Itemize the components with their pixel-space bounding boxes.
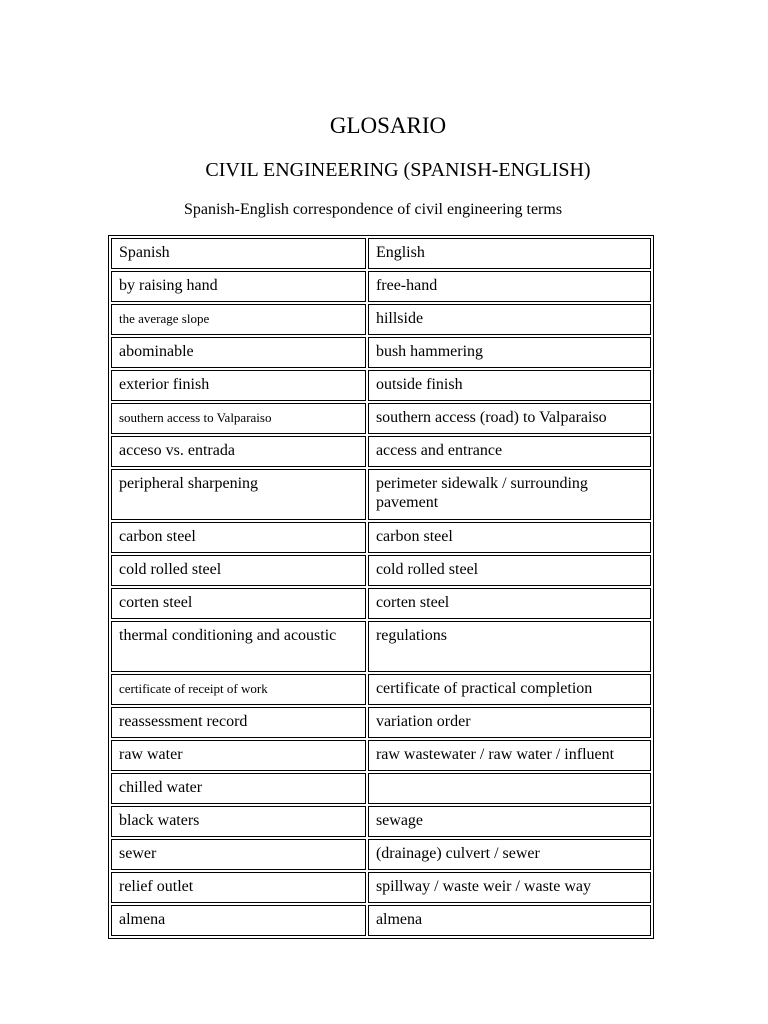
cell-english: raw wastewater / raw water / influent	[368, 740, 651, 771]
cell-spanish: acceso vs. entrada	[111, 436, 366, 467]
cell-english: almena	[368, 905, 651, 936]
cell-spanish: abominable	[111, 337, 366, 368]
cell-spanish: thermal conditioning and acoustic	[111, 621, 366, 672]
cell-spanish: exterior finish	[111, 370, 366, 401]
header-english: English	[368, 238, 651, 269]
header-spanish: Spanish	[111, 238, 366, 269]
cell-spanish: corten steel	[111, 588, 366, 619]
cell-english: spillway / waste weir / waste way	[368, 872, 651, 903]
table-row	[111, 588, 651, 619]
cell-spanish: carbon steel	[111, 522, 366, 553]
table-caption: Spanish-English correspondence of civil engineering terms	[183, 201, 563, 218]
cell-english: cold rolled steel	[368, 555, 651, 586]
cell-spanish: almena	[111, 905, 366, 936]
table-header-row	[111, 238, 651, 269]
cell-english: sewage	[368, 806, 651, 837]
cell-spanish: southern access to Valparaiso	[111, 403, 366, 434]
table-row	[111, 403, 651, 434]
table-row	[111, 436, 651, 467]
cell-spanish: cold rolled steel	[111, 555, 366, 586]
cell-spanish: chilled water	[111, 773, 366, 804]
cell-english: perimeter sidewalk / surrounding pavement	[368, 469, 651, 520]
cell-spanish: peripheral sharpening	[111, 469, 366, 520]
cell-english: corten steel	[368, 588, 651, 619]
table-row	[111, 621, 651, 672]
cell-spanish: certificate of receipt of work	[111, 674, 366, 705]
cell-english: certificate of practical completion	[368, 674, 651, 705]
table-row	[111, 304, 651, 335]
cell-english: hillside	[368, 304, 651, 335]
cell-english: carbon steel	[368, 522, 651, 553]
table-row	[111, 905, 651, 936]
table-row	[111, 674, 651, 705]
cell-english: access and entrance	[368, 436, 651, 467]
cell-spanish: relief outlet	[111, 872, 366, 903]
cell-english: variation order	[368, 707, 651, 738]
cell-spanish: reassessment record	[111, 707, 366, 738]
cell-spanish: the average slope	[111, 304, 366, 335]
page-subtitle: CIVIL ENGINEERING (SPANISH-ENGLISH)	[205, 159, 591, 181]
cell-english: free-hand	[368, 271, 651, 302]
cell-english: southern access (road) to Valparaiso	[368, 403, 651, 434]
table-row	[111, 555, 651, 586]
cell-english: outside finish	[368, 370, 651, 401]
table-row	[111, 469, 651, 520]
glossary-table	[108, 235, 654, 939]
table-row	[111, 370, 651, 401]
table-row	[111, 806, 651, 837]
table-row	[111, 872, 651, 903]
table-row	[111, 271, 651, 302]
cell-english	[368, 773, 651, 804]
cell-spanish: sewer	[111, 839, 366, 870]
page-title: GLOSARIO	[329, 113, 447, 138]
cell-english: (drainage) culvert / sewer	[368, 839, 651, 870]
glossary-table-body	[111, 238, 651, 936]
cell-spanish: black waters	[111, 806, 366, 837]
cell-spanish: raw water	[111, 740, 366, 771]
table-row	[111, 707, 651, 738]
table-row	[111, 773, 651, 804]
table-row	[111, 337, 651, 368]
cell-spanish: by raising hand	[111, 271, 366, 302]
table-row	[111, 839, 651, 870]
cell-english: bush hammering	[368, 337, 651, 368]
table-row	[111, 740, 651, 771]
cell-english: regulations	[368, 621, 651, 672]
table-row	[111, 522, 651, 553]
